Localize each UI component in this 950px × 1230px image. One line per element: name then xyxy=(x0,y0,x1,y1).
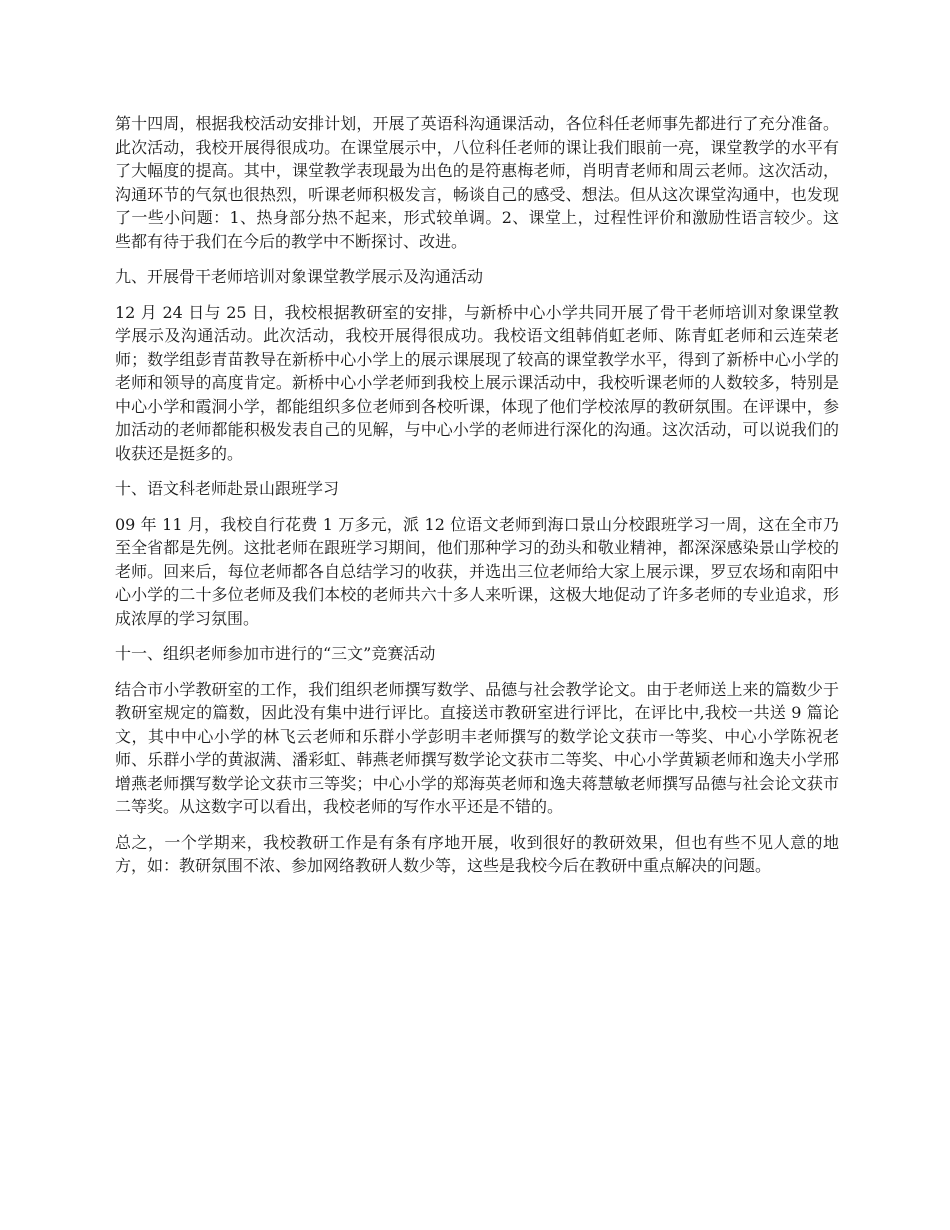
paragraph-summary: 总之，一个学期来，我校教研工作是有条有序地开展，收到很好的教研效果，但也有些不见人意的地方，如：教研氛围不浓、参加网络教研人数少等，这些是我校今后在教研中重点解决的问题。 xyxy=(115,832,839,875)
section-heading-11: 十一、组织老师参加市进行的“三文”竞赛活动 xyxy=(115,644,436,663)
section-heading-10: 十、语文科老师赴景山跟班学习 xyxy=(115,479,340,498)
section-heading-9: 九、开展骨干老师培训对象课堂教学展示及沟通活动 xyxy=(115,267,484,286)
document-page xyxy=(115,112,839,890)
paragraph-backbone-teacher-activity: 12 月 24 日与 25 日，我校根据教研室的安排，与新桥中心小学共同开展了骨干老师培训对象课堂教学展示及沟通活动。此次活动，我校开展得很成功。我校语文组韩俏虹老师、陈青虹老师和云连荣老师；数学组彭青苗教导在新桥中心小学上的展示课展现了较高的课堂教学水平，得到了新桥中心小学的老师和领导的高度肯定。新桥中心小学老师到我校上展示课活动中，我校听课老师的人数较多，特别是中心小学和霞洞小学，都能组织多位老师到各校听课，体现了他们学校浓厚的教研氛围。在评课中，参加活动的老师都能积极发表自己的见解，与中心小学的老师进行深化的沟通。这次活动，可以说我们的收获还是挺多的。 xyxy=(115,302,839,463)
paragraph-jingshan-study: 09 年 11 月，我校自行花费 1 万多元，派 12 位语文老师到海口景山分校跟班学习一周，这在全市乃至全省都是先例。这批老师在跟班学习期间，他们那种学习的劲头和敬业精神，都深深感染景山学校的老师。回来后，每位老师都各自总结学习的收获，并选出三位老师给大家上展示课，罗豆农场和南阳中心小学的二十多位老师及我们本校的老师共六十多人来听课，这极大地促动了许多老师的专业追求，形成浓厚的学习氛围。 xyxy=(115,514,839,628)
paragraph-essay-competition: 结合市小学教研室的工作，我们组织老师撰写数学、品德与社会教学论文。由于老师送上来的篇数少于教研室规定的篇数，因此没有集中进行评比。直接送市教研室进行评比，在评比中,我校一共送 9 篇论文，其中中心小学的林飞云老师和乐群小学彭明丰老师撰写的数学论文获市一等奖、中心小学陈祝老师、乐群小学的黄淑满、潘彩虹、韩燕老师撰写数学论文获市二等奖、中心小学黄颖老师和逸夫小学邢增燕老师撰写数学论文获市三等奖；中心小学的郑海英老师和逸夫蒋慧敏老师撰写品德与社会论文获市二等奖。从这数字可以看出，我校老师的写作水平还是不错的。 xyxy=(115,679,839,816)
paragraph-english-activity: 第十四周，根据我校活动安排计划，开展了英语科沟通课活动，各位科任老师事先都进行了充分准备。此次活动，我校开展得很成功。在课堂展示中，八位科任老师的课让我们眼前一亮，课堂教学的水平有了大幅度的提高。其中，课堂教学表现最为出色的是符惠梅老师，肖明青老师和周云老师。这次活动，沟通环节的气氛也很热烈，听课老师积极发言，畅谈自己的感受、想法。但从这次课堂沟通中，也发现了一些小问题：1、热身部分热不起来，形式较单调。2、课堂上，过程性评价和激励性语言较少。这些都有待于我们在今后的教学中不断探讨、改进。 xyxy=(115,114,839,251)
